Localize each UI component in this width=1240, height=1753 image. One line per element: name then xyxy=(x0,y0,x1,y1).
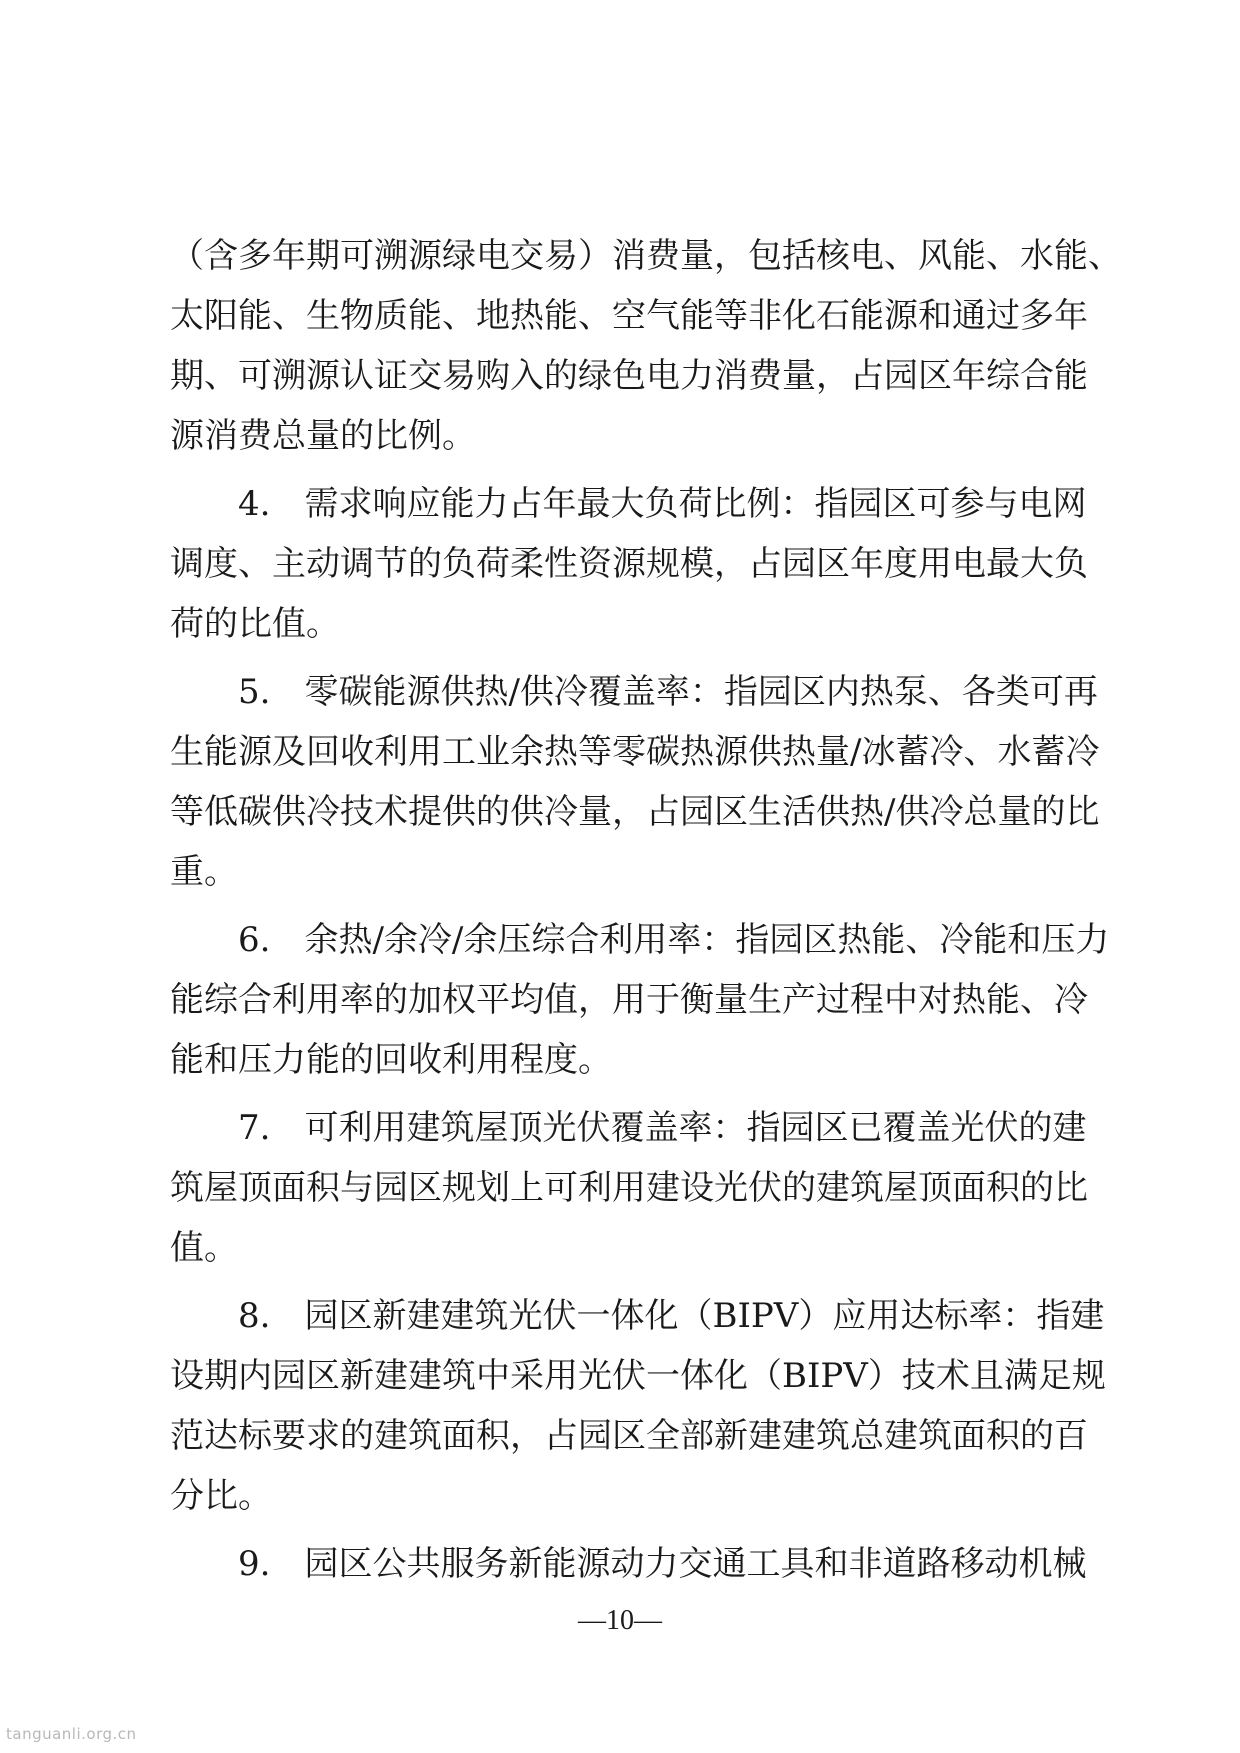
text-line: 源 消 费 总 量 的 比 例 。 xyxy=(170,416,476,456)
paragraph-gap xyxy=(170,1278,1070,1286)
text-line: 期 、 可 溯 源 认 证 交 易 购 入 的 绿 色 电 力 消 费 量 ， 占 园 区 年 综 合 能 xyxy=(170,356,1088,396)
text-line: 值 。 xyxy=(170,1228,238,1268)
text-line: 5. 零 碳 能 源 供 热 / 供 冷 覆 盖 率 ： 指 园 区 内 热 泵 、 各 类 可 再 xyxy=(238,672,1098,712)
text-line: 太 阳 能 、 生 物 质 能 、 地 热 能 、 空 气 能 等 非 化 石 能 源 和 通 过 多 年 xyxy=(170,296,1088,336)
text-line: 能 和 压 力 能 的 回 收 利 用 程 度 。 xyxy=(170,1040,612,1080)
text-line: 调 度 、 主 动 调 节 的 负 荷 柔 性 资 源 规 模 ， 占 园 区 年 度 用 电 最 大 负 xyxy=(170,544,1088,584)
text-line: 6. 余 热 / 余 冷 / 余 压 综 合 利 用 率 ： 指 园 区 热 能 、 冷 能 和 压 力 xyxy=(238,920,1110,960)
text-line: （ 含 多 年 期 可 溯 源 绿 电 交 易 ） 消 费 量 ， 包 括 核 电 、 风 能 、 水 能 、 xyxy=(170,236,1122,276)
text-line: 分 比 。 xyxy=(170,1476,272,1516)
text-line: 9. 园 区 公 共 服 务 新 能 源 动 力 交 通 工 具 和 非 道 路 移 动 机 械 xyxy=(238,1544,1087,1584)
text-line: 生 能 源 及 回 收 利 用 工 业 余 热 等 零 碳 热 源 供 热 量 / 冰 蓄 冷 、 水 蓄 冷 xyxy=(170,732,1100,772)
text-line: 能 综 合 利 用 率 的 加 权 平 均 值 ， 用 于 衡 量 生 产 过 程 中 对 热 能 、 冷 xyxy=(170,980,1088,1020)
text-line: 8. 园 区 新 建 建 筑 光 伏 一 体 化 （ BIPV ） 应 用 达 标 率 ： 指 建 xyxy=(238,1296,1105,1336)
text-line: 荷 的 比 值 。 xyxy=(170,604,340,644)
paragraph-gap xyxy=(170,902,1070,910)
paragraph-gap xyxy=(170,1526,1070,1534)
text-line: 筑 屋 顶 面 积 与 园 区 规 划 上 可 利 用 建 设 光 伏 的 建 筑 屋 顶 面 积 的 比 xyxy=(170,1168,1088,1208)
text-line: 7. 可 利 用 建 筑 屋 顶 光 伏 覆 盖 率 ： 指 园 区 已 覆 盖 光 伏 的 建 xyxy=(238,1108,1087,1148)
text-line: 等 低 碳 供 冷 技 术 提 供 的 供 冷 量 ， 占 园 区 生 活 供 热 / 供 冷 总 量 的 比 xyxy=(170,792,1100,832)
document-body xyxy=(170,226,1122,1594)
paragraph-gap xyxy=(170,1090,1070,1098)
text-line: 范 达 标 要 求 的 建 筑 面 积 ， 占 园 区 全 部 新 建 建 筑 总 建 筑 面 积 的 百 xyxy=(170,1416,1088,1456)
text-line: 4. 需 求 响 应 能 力 占 年 最 大 负 荷 比 例 ： 指 园 区 可 参 与 电 网 xyxy=(238,484,1087,524)
watermark-text: tanguanli.org.cn xyxy=(6,1725,137,1743)
paragraph-gap xyxy=(170,466,1070,474)
text-line: 设 期 内 园 区 新 建 建 筑 中 采 用 光 伏 一 体 化 （ BIPV ） 技 术 且 满 足 规 xyxy=(170,1356,1106,1396)
paragraph-gap xyxy=(170,654,1070,662)
page-number: —10— xyxy=(578,1605,662,1636)
text-line: 重 。 xyxy=(170,852,238,892)
